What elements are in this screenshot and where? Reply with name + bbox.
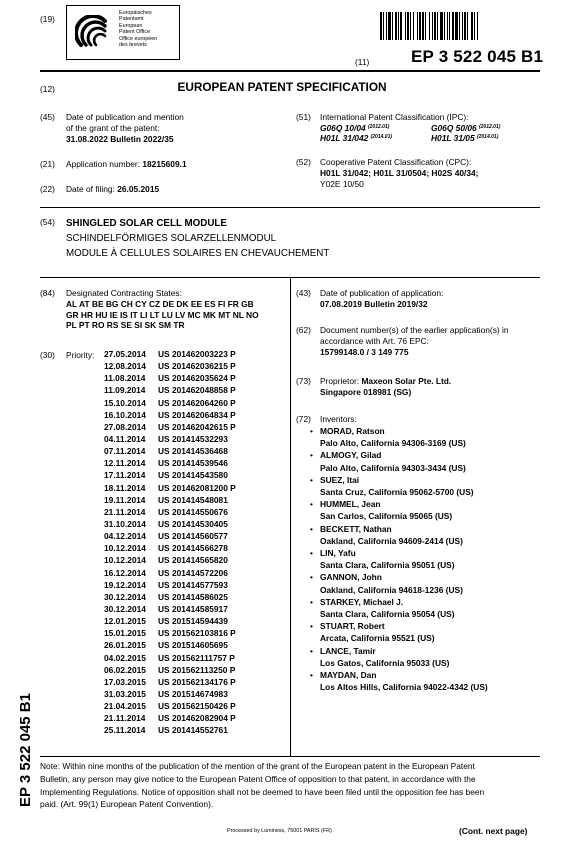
priority-number: US 201414536468: [158, 446, 228, 457]
grant-date: 31.08.2022 Bulletin 2022/35: [66, 133, 174, 144]
priority-entry: [104, 603, 236, 615]
inid-45: (45): [40, 112, 55, 122]
ipc-code: G06Q 10/04 $^{(2012.01)}$: [320, 123, 390, 133]
priority-date: 19.11.2014: [104, 494, 146, 505]
note-rule: [40, 756, 540, 757]
bullet-icon: •: [310, 621, 313, 632]
priority-entry: [104, 652, 236, 664]
priority-date: 04.02.2015: [104, 652, 146, 663]
priority-entry: [104, 445, 236, 457]
filing-date: Date of filing: 26.05.2015: [66, 184, 160, 194]
priority-date: 04.12.2014: [104, 531, 146, 542]
bullet-icon: •: [310, 499, 313, 510]
priority-number: US 201414586025: [158, 591, 228, 602]
title-de: SCHINDELFÖRMIGES SOLARZELLENMODUL: [66, 233, 277, 245]
title-block: [66, 216, 329, 262]
epo-logo: [66, 5, 180, 60]
epo-emblem-icon: [75, 15, 111, 51]
priority-number: US 201414560577: [158, 531, 228, 542]
inventor-address: Santa Clara, California 95054 (US): [320, 609, 455, 620]
priority-number: US 201562150426 P: [158, 701, 236, 712]
side-publication-number: EP 3 522 045 B1: [17, 693, 34, 807]
inventor-name: LIN, Yafu: [320, 548, 356, 559]
priority-number: US 201514594439: [158, 616, 228, 627]
inventor-name: STUART, Robert: [320, 621, 385, 632]
inventor-name: BECKETT, Nathan: [320, 523, 392, 534]
priority-date: 12.08.2014: [104, 361, 146, 372]
designated-states: Designated Contracting States: AL AT BE BG CH CY CZ DE DK EE ES FI FR GB GR HR HU IE IS IT LI LT LU LV MC MK MT NL NO PL PT RO RS SE SI SK SM TR: [66, 288, 259, 331]
bullet-icon: •: [310, 596, 313, 607]
inid-30: (30): [40, 350, 55, 360]
priority-date: 15.01.2015: [104, 628, 146, 639]
priority-number: US 201462081200 P: [158, 482, 236, 493]
continued-note: (Cont. next page): [459, 826, 528, 836]
priority-entry: [104, 469, 236, 481]
opposition-note: Note: Within nine months of the publication of the mention of the grant of the European patent in the European Patent Bulletin, any person may give notice to the European Patent Office of opposition to that patent, in accordance with the Implementing Regulations. Notice of opposition shall not be deemed to have been filed until the opposition fee has been paid. (Art. 99(1) European Patent Convention).: [40, 761, 485, 810]
bullet-icon: •: [310, 645, 313, 656]
priority-date: 11.08.2014: [104, 373, 146, 384]
cpc-codes: Y02E 10/50: [320, 178, 364, 189]
inventor-name: GANNON, John: [320, 572, 382, 583]
inid-21: (21): [40, 159, 55, 169]
priority-date: 10.12.2014: [104, 543, 146, 554]
ipc-code: H01L 31/042 $^{(2014.01)}$: [320, 133, 393, 143]
priority-entry: [104, 700, 236, 712]
inid-72: (72): [296, 414, 311, 424]
title-fr: MODULE À CELLULES SOLAIRES EN CHEVAUCHEMENT: [66, 248, 330, 260]
priority-number: US 201414548081: [158, 494, 228, 505]
inid-43: (43): [296, 288, 311, 298]
bullet-icon: •: [310, 474, 313, 485]
inventor-address: Los Altos Hills, California 94022-4342 (US): [320, 682, 488, 693]
priority-number: US 201462036215 P: [158, 361, 236, 372]
priority-entry: [104, 627, 236, 639]
priority-date: 19.12.2014: [104, 579, 146, 590]
priority-date: 25.11.2014: [104, 725, 146, 736]
priority-entry: [104, 712, 236, 724]
priority-number: US 201414552761: [158, 725, 228, 736]
priority-number: US 201462003223 P: [158, 349, 236, 359]
inid-73: (73): [296, 376, 311, 386]
inventor-name: HUMMEL, Jean: [320, 499, 381, 510]
inid-54: (54): [40, 217, 55, 227]
priority-date: 10.12.2014: [104, 555, 146, 566]
priority-date: 12.11.2014: [104, 458, 146, 469]
priority-date: 21.11.2014: [104, 713, 146, 724]
priority-entry: [104, 482, 236, 494]
priority-date: 17.11.2014: [104, 470, 146, 481]
priority-entry: [104, 676, 236, 688]
priority-number: US 201462048858 P: [158, 385, 236, 396]
priority-entry: [104, 567, 236, 579]
priority-entry: [104, 348, 236, 360]
priority-number: US 201562111757 P: [158, 652, 235, 663]
ipc-code: G06Q 50/06 $^{(2012.01)}$: [431, 123, 501, 133]
inventor-address: San Carlos, California 95065 (US): [320, 511, 453, 522]
priority-date: 18.11.2014: [104, 482, 146, 493]
priority-date: 27.08.2014: [104, 421, 146, 432]
proprietor: Proprietor: Maxeon Solar Pte. Ltd. Singapore 018981 (SG): [320, 376, 452, 397]
printer-note: Processed by Luminess, 75001 PARIS (FR): [227, 828, 332, 834]
priority-date: 17.03.2015: [104, 676, 146, 687]
priority-number: US 201462042615 P: [158, 421, 236, 432]
priority-date: 04.11.2014: [104, 433, 146, 444]
priority-date: 21.11.2014: [104, 506, 146, 517]
priority-entry: [104, 433, 236, 445]
priority-entry: [104, 506, 236, 518]
inventor-name: LANCE, Tamir: [320, 645, 376, 656]
priority-date: 30.12.2014: [104, 591, 146, 602]
bullet-icon: •: [310, 426, 313, 436]
header-rule: [40, 70, 540, 72]
priority-entry: [104, 457, 236, 469]
priority-entry: [104, 384, 236, 396]
priority-number: US 201414565820: [158, 555, 228, 566]
inventor-address: Palo Alto, California 94306-3169 (US): [320, 438, 466, 449]
bullet-icon: •: [310, 523, 313, 534]
inventors-label: Inventors:: [320, 414, 357, 424]
column-divider: [290, 277, 291, 756]
priority-entry: [104, 554, 236, 566]
priority-entry: [104, 372, 236, 384]
cpc-codes: H01L 31/042; H01L 31/0504; H02S 40/34;: [320, 167, 479, 178]
inventor-address: Santa Clara, California 95051 (US): [320, 560, 455, 571]
inid-11: (11): [355, 57, 370, 67]
ipc-code: H01L 31/05 $^{(2014.01)}$: [431, 133, 499, 143]
priority-number: US 201414530405: [158, 518, 228, 529]
priority-number: US 201462064260 P: [158, 397, 236, 408]
priority-number: US 201462064834 P: [158, 409, 236, 420]
bullet-icon: •: [310, 450, 313, 461]
inid-19: (19): [40, 14, 55, 24]
inid-84: (84): [40, 288, 55, 298]
priority-number: US 201414572206: [158, 567, 228, 578]
inventor-address: Los Gatos, California 95033 (US): [320, 657, 450, 668]
priority-number: US 201414539546: [158, 458, 228, 469]
bullet-icon: •: [310, 548, 313, 559]
priority-entry: [104, 542, 236, 554]
title-en: SHINGLED SOLAR CELL MODULE: [66, 218, 227, 229]
publication-number: EP 3 522 045 B1: [411, 47, 544, 66]
inventor: [310, 620, 488, 644]
inventor: [310, 571, 488, 595]
biblio-rule: [40, 207, 540, 208]
priority-date: 12.01.2015: [104, 616, 146, 627]
cpc-block: Cooperative Patent Classification (CPC): H01L 31/042; H01L 31/0504; H02S 40/34; Y02E 10/50: [320, 157, 479, 189]
bullet-icon: •: [310, 670, 313, 681]
inid-51: (51): [296, 112, 311, 122]
inventor-name: SUEZ, Itai: [320, 474, 360, 485]
priority-entry: [104, 409, 236, 421]
priority-date: 16.12.2014: [104, 567, 146, 578]
priority-number: US 201514674983: [158, 688, 228, 699]
inventor-address: Santa Cruz, California 95062-5700 (US): [320, 487, 474, 498]
inid-52: (52): [296, 157, 311, 167]
inventor: [310, 449, 488, 473]
inventor-name: MORAD, Ratson: [320, 426, 385, 436]
priority-entry: [104, 397, 236, 409]
earlier-application: Document number(s) of the earlier application(s) in accordance with Art. 76 EPC: 15799148.0 / 3 149 775: [320, 325, 509, 357]
priority-number: US 201562103816 P: [158, 628, 236, 639]
priority-entry: [104, 579, 236, 591]
priority-date: 11.09.2014: [104, 385, 146, 396]
priority-entry: [104, 591, 236, 603]
inid-22: (22): [40, 184, 55, 194]
priority-date: 31.03.2015: [104, 688, 146, 699]
inventor: [310, 547, 488, 571]
priority-entry: [104, 360, 236, 372]
inventor: [310, 474, 488, 498]
inventor: [310, 596, 488, 620]
priority-date: 07.11.2014: [104, 446, 146, 457]
priority-number: US 201414550676: [158, 506, 228, 517]
priority-date: 27.05.2014: [104, 349, 146, 359]
application-publication: Date of publication of application: 07.08.2019 Bulletin 2019/32: [320, 288, 444, 309]
bullet-icon: •: [310, 572, 313, 583]
priority-date: 06.02.2015: [104, 664, 146, 675]
application-number: Application number: 18215609.1: [66, 159, 187, 169]
grant-label: Date of publication and mention of the grant of the patent: 31.08.2022 Bulletin 2022/35: [66, 112, 184, 144]
priority-list: [104, 348, 236, 737]
office-name: Europäisches Patentamt European Patent Office Office européen des brevets: [119, 10, 158, 49]
inventor: [310, 498, 488, 522]
priority-date: 30.12.2014: [104, 603, 146, 614]
priority-date: 31.10.2014: [104, 518, 146, 529]
inventor: [310, 669, 488, 693]
priority-date: 21.04.2015: [104, 701, 146, 712]
priority-number: US 201414585917: [158, 603, 228, 614]
priority-date: 26.01.2015: [104, 640, 146, 651]
inid-12: (12): [40, 84, 55, 94]
inventor-list: [310, 425, 488, 693]
priority-entry: [104, 639, 236, 651]
inventor-address: Oakland, California 94618-1236 (US): [320, 584, 463, 595]
barcode: [380, 12, 540, 40]
priority-number: US 201462082904 P: [158, 713, 236, 724]
inventor: [310, 645, 488, 669]
inventor: [310, 523, 488, 547]
priority-entry: [104, 615, 236, 627]
priority-number: US 201462035624 P: [158, 373, 236, 384]
priority-entry: [104, 518, 236, 530]
document-type: EUROPEAN PATENT SPECIFICATION: [177, 80, 387, 94]
inventor-address: Palo Alto, California 94303-3434 (US): [320, 462, 466, 473]
inventor: [310, 425, 488, 449]
ipc-label: International Patent Classification (IPC):: [320, 112, 469, 122]
priority-entry: [104, 688, 236, 700]
priority-number: US 201562134176 P: [158, 676, 236, 687]
inventor-address: Arcata, California 95521 (US): [320, 633, 435, 644]
priority-number: US 201414543580: [158, 470, 228, 481]
priority-label: Priority:: [66, 350, 95, 360]
priority-entry: [104, 530, 236, 542]
priority-date: 15.10.2014: [104, 397, 146, 408]
priority-entry: [104, 421, 236, 433]
priority-number: US 201414577593: [158, 579, 228, 590]
inventor-address: Oakland, California 94609-2414 (US): [320, 535, 463, 546]
priority-number: US 201562113250 P: [158, 664, 236, 675]
priority-number: US 201414566278: [158, 543, 228, 554]
priority-number: US 201414532293: [158, 433, 228, 444]
inventor-name: ALMOGY, Gilad: [320, 450, 382, 461]
priority-entry: [104, 494, 236, 506]
priority-entry: [104, 724, 236, 736]
priority-date: 16.10.2014: [104, 409, 146, 420]
inid-62: (62): [296, 325, 311, 335]
priority-entry: [104, 664, 236, 676]
inventor-name: MAYDAN, Dan: [320, 670, 377, 681]
priority-number: US 201514605695: [158, 640, 228, 651]
inventor-name: STARKEY, Michael J.: [320, 596, 404, 607]
